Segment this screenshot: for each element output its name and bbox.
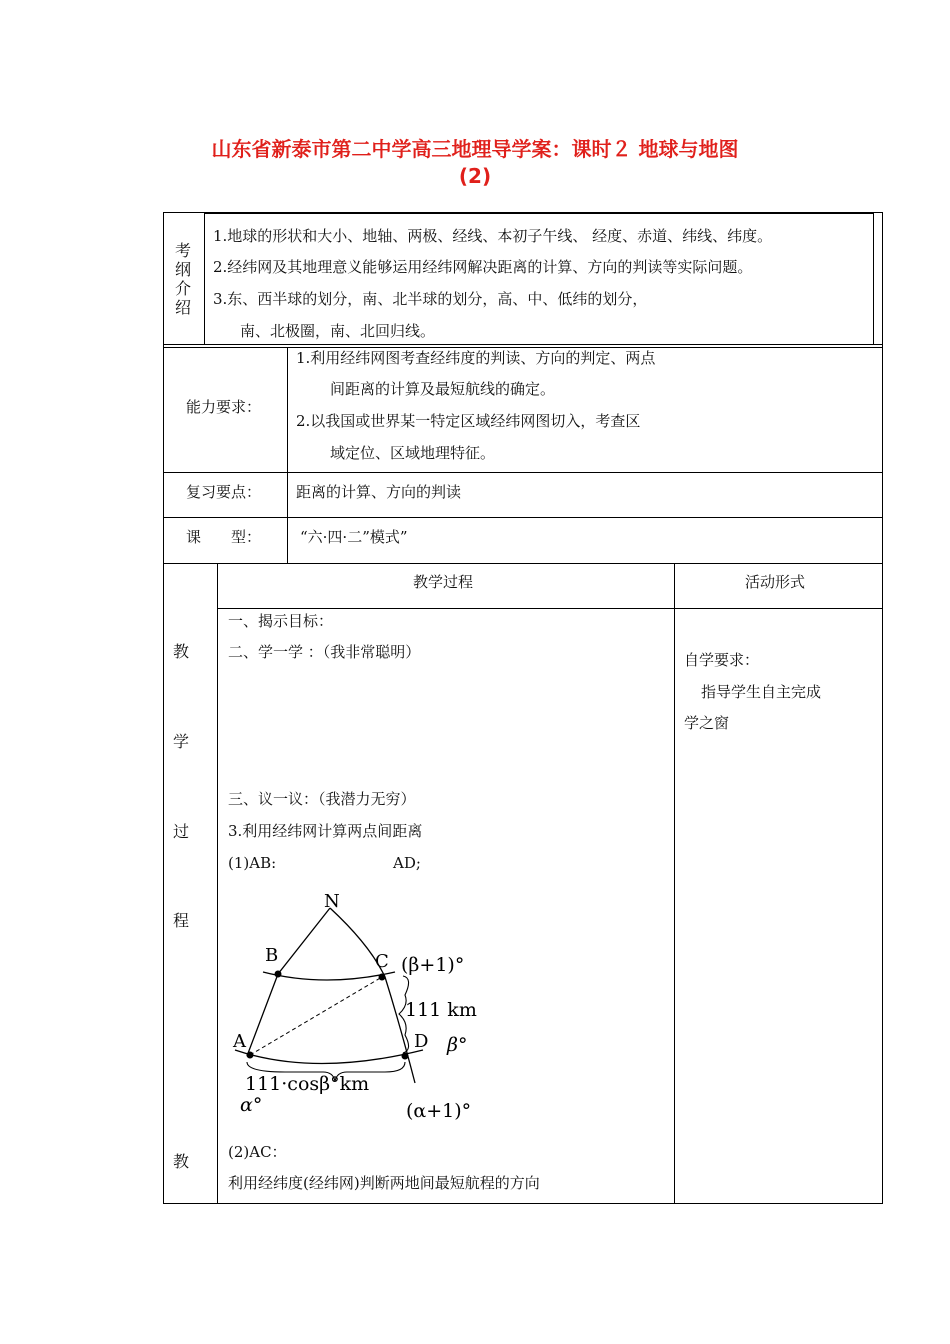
label-n: N — [324, 891, 340, 912]
label-c: C — [375, 951, 389, 972]
fuxi-label: 复习要点： — [186, 483, 262, 501]
label-beta-plus-one: (β+1)° — [401, 954, 465, 976]
process-line: 三、议一议：（我潜力无穷） — [228, 790, 416, 808]
nengli-item: 2.以我国或世界某一特定区域经纬网图切入，考查区 — [296, 412, 641, 430]
process-side-char: 程 — [172, 911, 189, 930]
process-side-char: 教 — [172, 1152, 189, 1171]
nengli-label: 能力要求： — [186, 398, 262, 416]
parallel-south — [235, 1050, 423, 1064]
label-ad-distance: 111·cosβ°km — [245, 1073, 370, 1095]
kaogang-right-rule — [873, 213, 874, 344]
process-side-char: 学 — [172, 732, 189, 751]
nengli-item: 域定位、区域地理特征。 — [330, 444, 496, 462]
label-beta: β° — [447, 1034, 468, 1056]
fuxi-value: 距离的计算、方向的判读 — [296, 483, 462, 501]
kaogang-item: 1.地球的形状和大小、地轴、两极、经线、本初子午线、 经度、赤道、纬线、纬度。 — [213, 227, 773, 245]
row-divider — [163, 563, 883, 564]
point-d — [402, 1053, 409, 1060]
process-line: 一、揭示目标： — [228, 612, 334, 630]
nengli-item: 间距离的计算及最短航线的确定。 — [330, 380, 556, 398]
row-divider — [163, 344, 883, 345]
process-side-char: 过 — [172, 822, 189, 841]
process-line: 利用经纬度(经纬网)判断两地间最短航程的方向 — [228, 1174, 540, 1192]
kexing-value: “六·四·二”模式” — [300, 528, 408, 546]
process-line: (1)AB: — [228, 854, 277, 872]
activity-line: 学之窗 — [684, 714, 730, 732]
activity-column-header: 活动形式 — [745, 573, 806, 591]
kaogang-item: 南、北极圈，南、北回归线。 — [240, 322, 436, 340]
nengli-item: 1.利用经纬网图考查经纬度的判读、方向的判定、两点 — [296, 349, 656, 367]
label-alpha-plus-one: (α+1)° — [406, 1100, 472, 1122]
row-divider — [163, 472, 883, 473]
process-line: (2)AC： — [228, 1143, 287, 1161]
kaogang-item: 3.东、西半球的划分，南、北半球的划分，高、中、低纬的划分， — [213, 290, 648, 308]
parallel-north — [263, 972, 395, 980]
process-side-divider — [217, 563, 218, 1204]
label-d: D — [414, 1031, 429, 1052]
point-a — [247, 1052, 254, 1059]
kaogang-divider — [204, 213, 205, 344]
title-line-1: 山东省新泰市第二中学高三地理导学案：课时２ 地球与地图 — [211, 137, 739, 161]
kaogang-item: 2.经纬网及其地理意义能够运用经纬网解决距离的计算、方向的判读等实际问题。 — [213, 258, 753, 276]
process-line: AD; — [393, 854, 421, 872]
process-side-char: 教 — [172, 642, 189, 661]
kaogang-label-char: 考 — [174, 241, 191, 260]
ac-dashed-line — [250, 977, 382, 1055]
meridian-west — [247, 908, 330, 1056]
label-b: B — [265, 945, 279, 966]
kaogang-label-char: 纲 — [174, 260, 191, 279]
label-alpha: α° — [240, 1094, 263, 1116]
graticule-diagram — [225, 885, 495, 1130]
point-b — [275, 971, 282, 978]
kexing-label: 课 型： — [186, 528, 262, 546]
point-c — [379, 974, 386, 981]
row-divider — [163, 517, 883, 518]
process-line: 二、学一学 ：（我非常聪明） — [228, 643, 421, 661]
label-column-divider — [287, 347, 288, 563]
inner-top-rule — [205, 213, 873, 214]
process-line: 3.利用经纬网计算两点间距离 — [228, 822, 423, 840]
kaogang-label-char: 绍 — [174, 298, 191, 317]
process-header-rule — [217, 608, 883, 609]
activity-column-divider — [674, 563, 675, 1204]
label-a: A — [233, 1031, 246, 1052]
activity-line: 自学要求： — [684, 651, 760, 669]
activity-line: 指导学生自主完成 — [701, 683, 822, 701]
title-line-2: (2) — [458, 164, 492, 188]
process-column-header: 教学过程 — [413, 573, 474, 591]
kaogang-label-char: 介 — [174, 279, 191, 298]
label-111km: 111 km — [405, 999, 477, 1021]
document-title — [0, 136, 950, 190]
